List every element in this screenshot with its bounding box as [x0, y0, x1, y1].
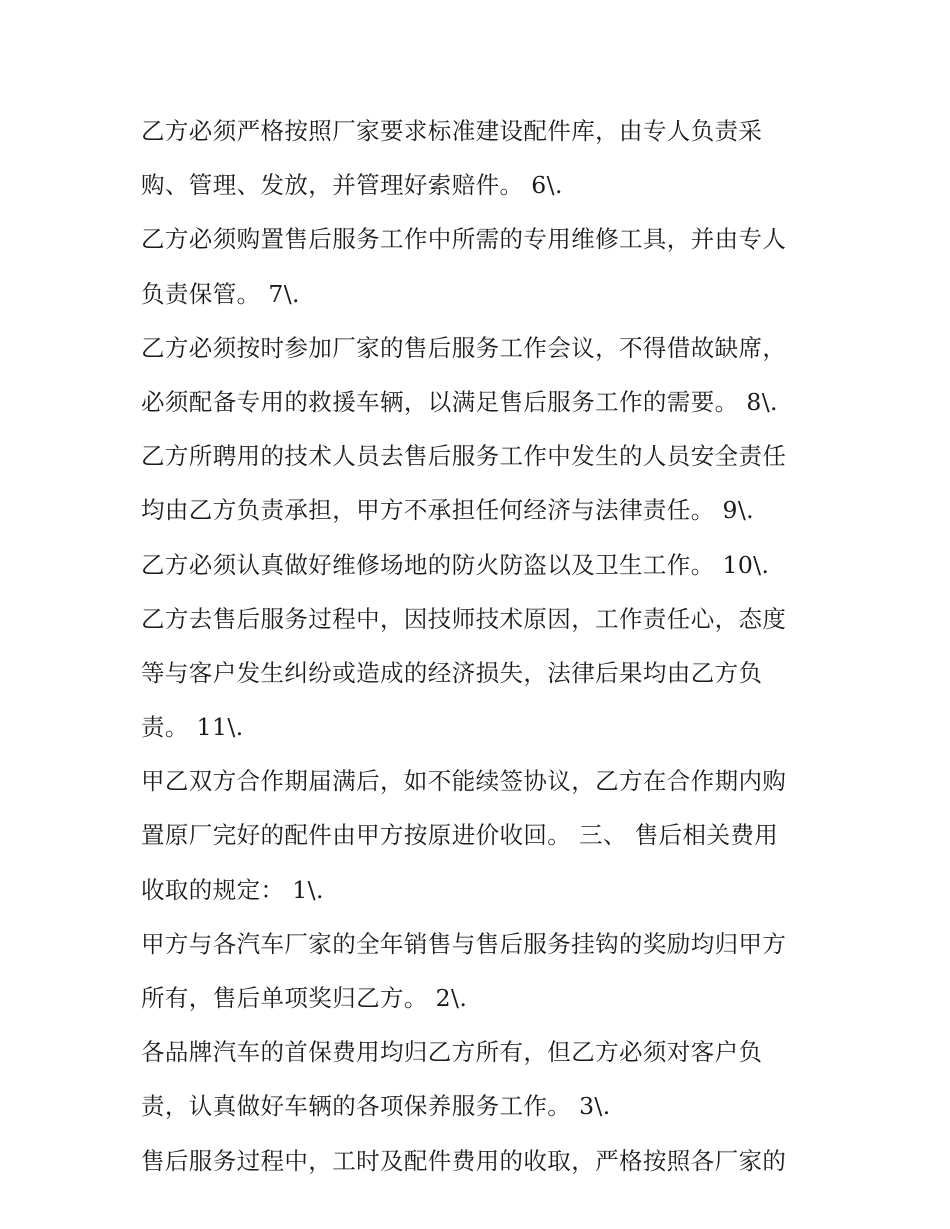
text-line-2: 购、管理、发放，并管理好索赔件。 6\.	[141, 171, 563, 200]
text-line-14: 置原厂完好的配件由甲方按原进价收回。 三、 售后相关费用	[141, 821, 779, 850]
text-line-7: 乙方所聘用的技术人员去售后服务工作中发生的人员安全责任	[141, 442, 787, 471]
text-line-20: 售后服务过程中，工时及配件费用的收取，严格按照各厂家的	[141, 1146, 787, 1175]
text-line-3: 乙方必须购置售后服务工作中所需的专用维修工具，并由专人	[141, 225, 787, 254]
text-line-4: 负责保管。 7\.	[141, 279, 300, 308]
text-line-1: 乙方必须严格按照厂家要求标准建设配件库，由专人负责采	[141, 117, 763, 145]
text-line-13: 甲乙双方合作期届满后，如不能续签协议，乙方在合作期内购	[141, 767, 787, 796]
text-line-16: 甲方与各汽车厂家的全年销售与售后服务挂钩的奖励均归甲方	[141, 929, 787, 958]
document-body	[141, 104, 821, 1188]
text-line-17: 所有，售后单项奖归乙方。 2\.	[141, 984, 468, 1012]
text-line-9: 乙方必须认真做好维修场地的防火防盗以及卫生工作。 10\.	[141, 550, 770, 579]
text-line-19: 责，认真做好车辆的各项保养服务工作。 3\.	[141, 1092, 611, 1121]
text-line-10: 乙方去售后服务过程中，因技师技术原因，工作责任心，态度	[141, 604, 787, 633]
text-line-15: 收取的规定： 1\.	[141, 875, 324, 904]
text-line-12: 责。 11\.	[141, 713, 244, 742]
text-line-11: 等与客户发生纠纷或造成的经济损失，法律后果均由乙方负	[141, 658, 763, 687]
text-line-8: 均由乙方负责承担，甲方不承担任何经济与法律责任。 9\.	[141, 496, 755, 525]
text-line-6: 必须配备专用的救援车辆，以满足售后服务工作的需要。 8\.	[141, 387, 778, 416]
text-line-18: 各品牌汽车的首保费用均归乙方所有，但乙方必须对客户负	[141, 1038, 763, 1067]
text-line-5: 乙方必须按时参加厂家的售后服务工作会议，不得借故缺席，	[141, 333, 787, 362]
